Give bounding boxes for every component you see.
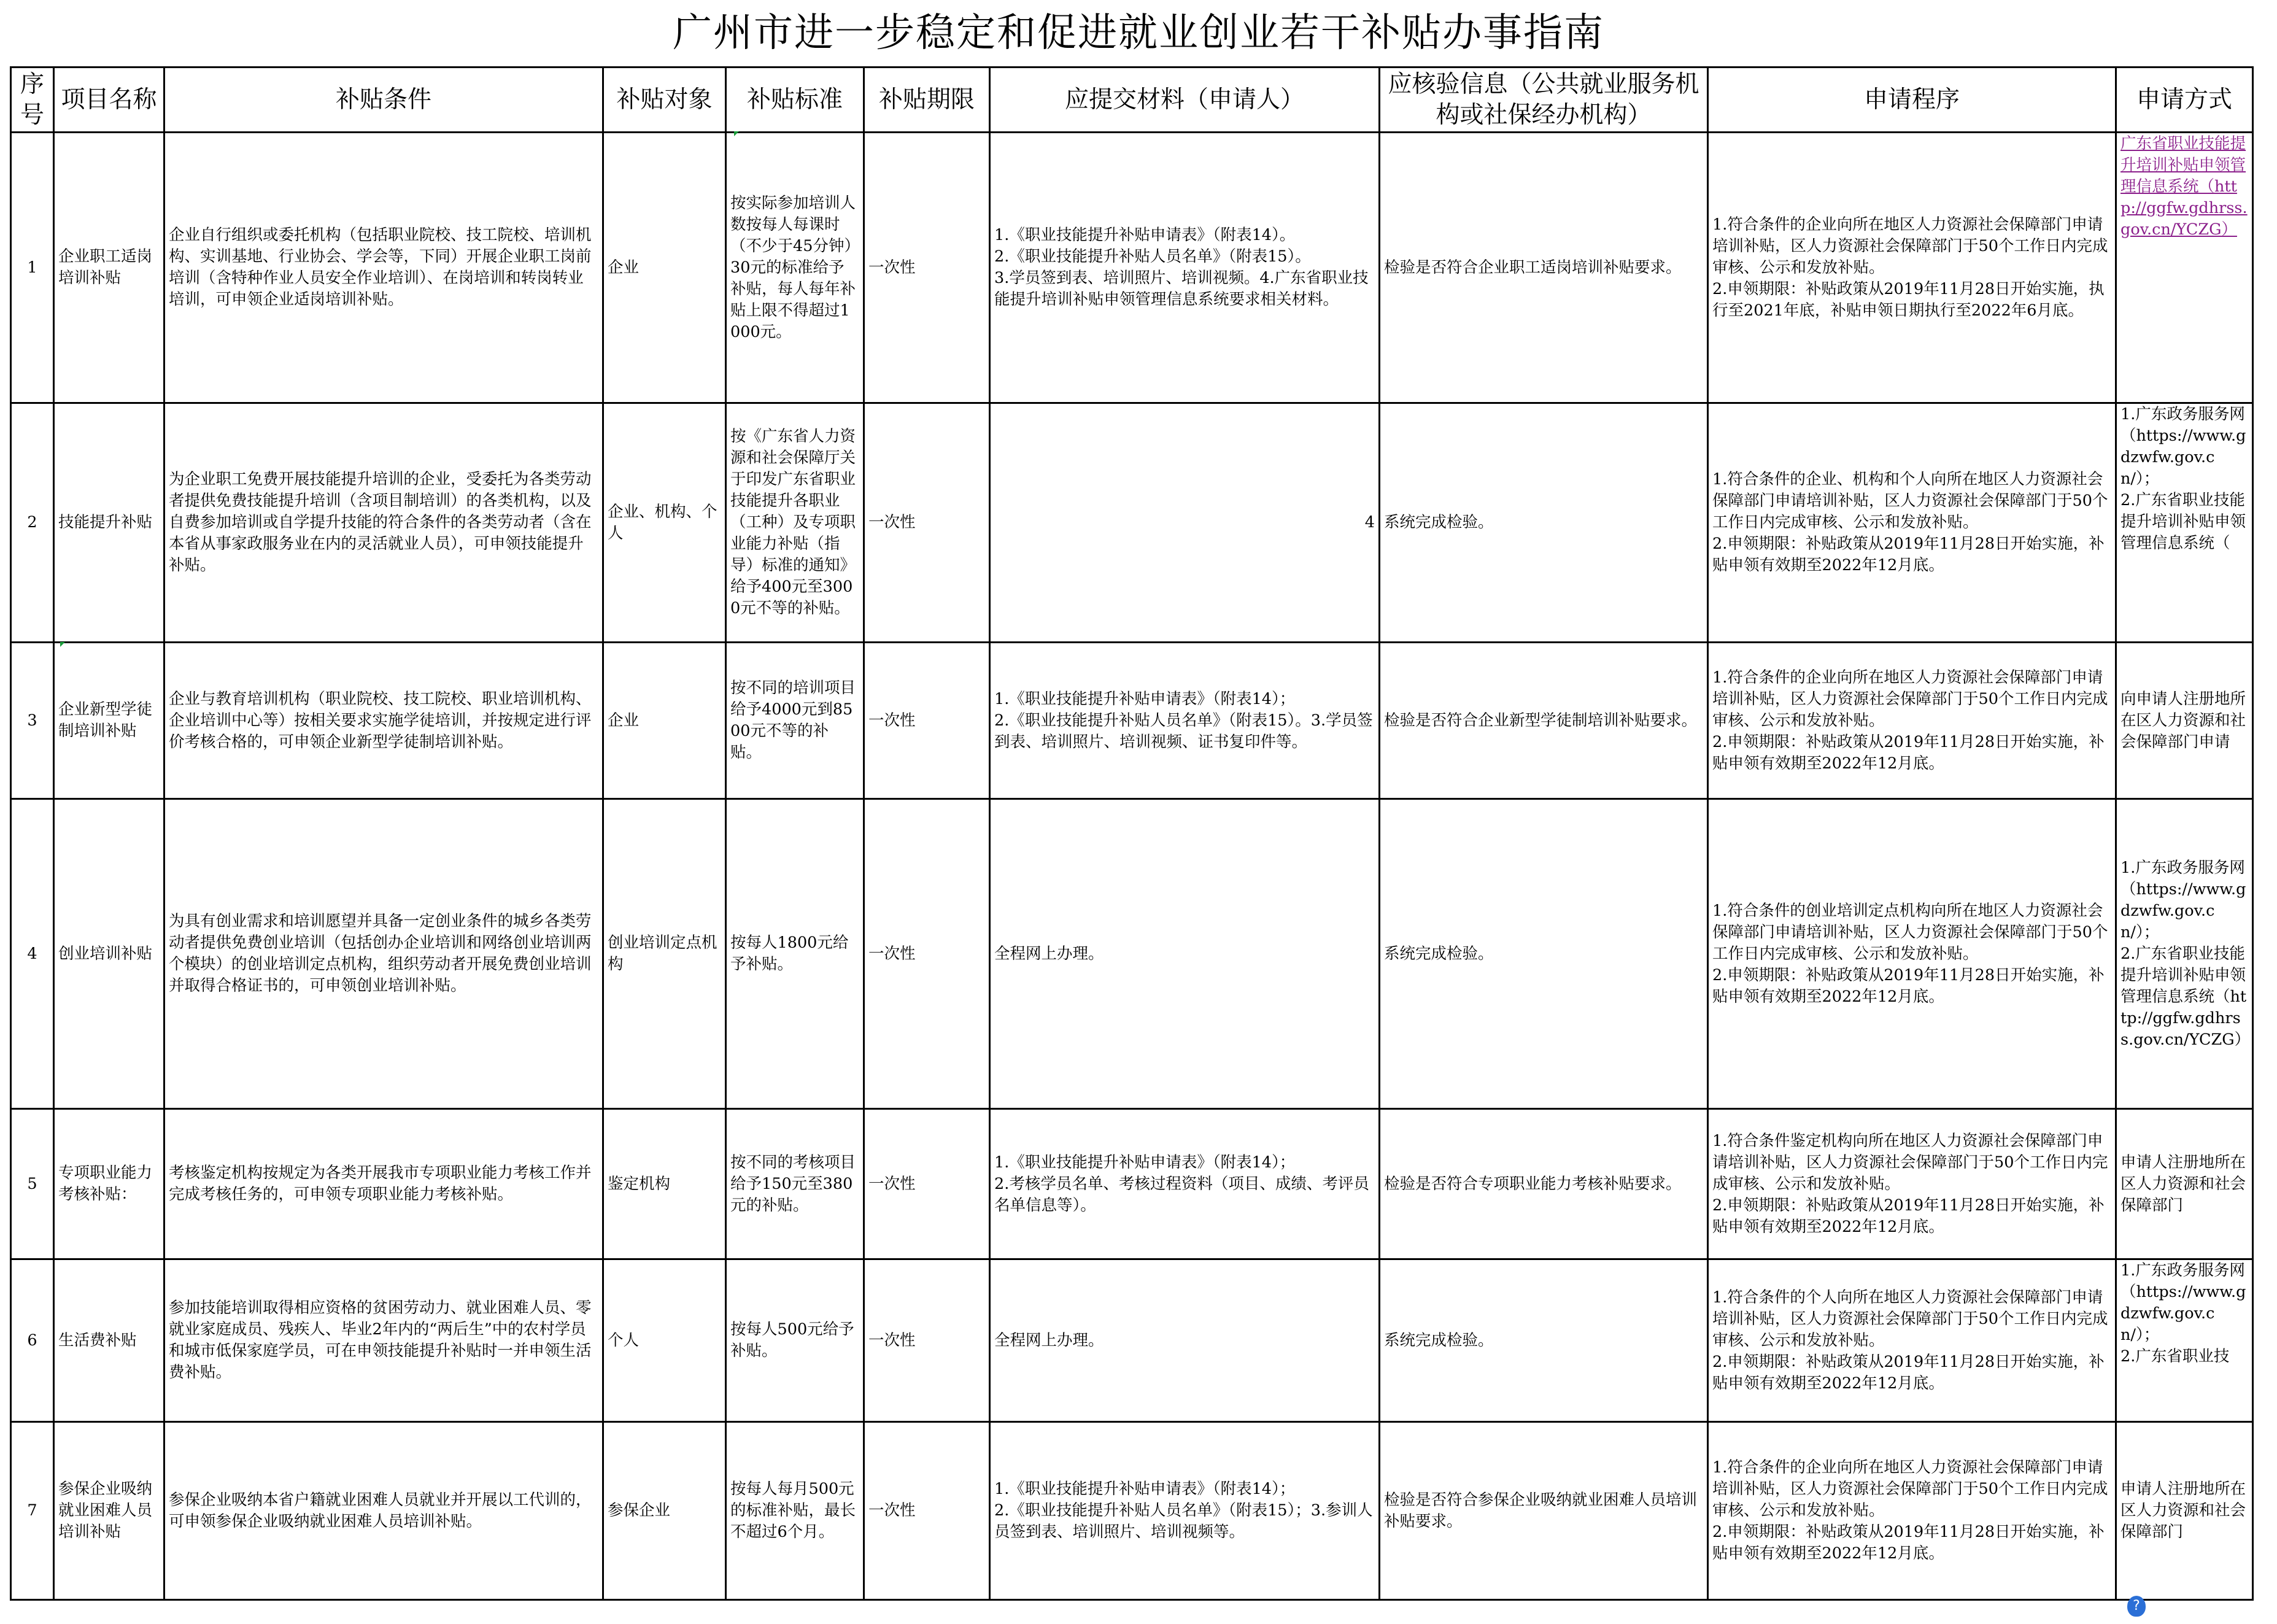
row-no: 5 — [11, 1109, 54, 1259]
row-period: 一次性 — [864, 133, 990, 403]
table-row — [11, 643, 2253, 799]
row-verify: 系统完成检验。 — [1380, 1259, 1708, 1422]
row-method: 1.广东政务服务网（https://www.gdzwfw.gov.cn/）； 2.广东省职业技能提升培训补贴申领管理信息系统（ — [2116, 403, 2253, 643]
cell-comment-marker — [60, 642, 65, 647]
row-materials: 1.《职业技能提升补贴申请表》（附表14）； 2.《职业技能提升补贴人员名单》（附表15）；3.参训人员签到表、培训照片、培训视频等。 — [990, 1422, 1380, 1600]
row-verify: 检验是否符合参保企业吸纳就业困难人员培训补贴要求。 — [1380, 1422, 1708, 1600]
header-condition: 补贴条件 — [164, 68, 603, 133]
row-verify: 检验是否符合专项职业能力考核补贴要求。 — [1380, 1109, 1708, 1259]
row-procedure: 1.符合条件的创业培训定点机构向所在地区人力资源社会保障部门申请培训补贴，区人力资源社会保障部门于50个工作日内完成审核、公示和发放补贴。 2.申领期限：补贴政策从2019年11月28日开始实施，补贴申领有效期至2022年12月底。 — [1708, 799, 2116, 1109]
table-row — [11, 1422, 2253, 1600]
row-materials — [990, 403, 1380, 643]
row-verify: 检验是否符合企业职工适岗培训补贴要求。 — [1380, 133, 1708, 403]
row-name: 生活费补贴 — [54, 1259, 164, 1422]
row-period: 一次性 — [864, 403, 990, 643]
header-method: 申请方式 — [2116, 68, 2253, 133]
row-verify: 检验是否符合企业新型学徒制培训补贴要求。 — [1380, 643, 1708, 799]
row-standard: 按实际参加培训人数按每人每课时（不少于45分钟）30元的标准给予补贴，每人每年补贴上限不得超过1000元。 — [726, 133, 864, 403]
row-condition: 考核鉴定机构按规定为各类开展我市专项职业能力考核工作并完成考核任务的，可申领专项职业能力考核补贴。 — [164, 1109, 603, 1259]
row-procedure: 1.符合条件的企业、机构和个人向所在地区人力资源社会保障部门申请培训补贴，区人力资源社会保障部门于50个工作日内完成审核、公示和发放补贴。 2.申领期限：补贴政策从2019年11月28日开始实施，补贴申领有效期至2022年12月底。 — [1708, 403, 2116, 643]
row-verify: 系统完成检验。 — [1380, 799, 1708, 1109]
row-procedure: 1.符合条件的个人向所在地区人力资源社会保障部门申请培训补贴，区人力资源社会保障部门于50个工作日内完成审核、公示和发放补贴。 2.申领期限：补贴政策从2019年11月28日开始实施，补贴申领有效期至2022年12月底。 — [1708, 1259, 2116, 1422]
row-method: 申请人注册地所在区人力资源和社会保障部门 — [2116, 1109, 2253, 1259]
cell-comment-marker — [734, 131, 739, 136]
row-target: 创业培训定点机构 — [603, 799, 726, 1109]
table-row — [11, 799, 2253, 1109]
row-no: 2 — [11, 403, 54, 643]
row-target: 企业 — [603, 643, 726, 799]
row-no: 1 — [11, 133, 54, 403]
header-standard: 补贴标准 — [726, 68, 864, 133]
row-method: 申请人注册地所在区人力资源和社会保障部门 — [2116, 1422, 2253, 1600]
row-procedure: 1.符合条件的企业向所在地区人力资源社会保障部门申请培训补贴，区人力资源社会保障部门于50个工作日内完成审核、公示和发放补贴。 2.申领期限：补贴政策从2019年11月28日开始实施，补贴申领有效期至2022年12月底。 — [1708, 643, 2116, 799]
row-condition: 企业与教育培训机构（职业院校、技工院校、职业培训机构、企业培训中心等）按相关要求实施学徒培训，并按规定进行评价考核合格的，可申领企业新型学徒制培训补贴。 — [164, 643, 603, 799]
row-period: 一次性 — [864, 643, 990, 799]
table-row — [11, 403, 2253, 643]
row-period: 一次性 — [864, 1259, 990, 1422]
row-materials: 全程网上办理。 — [990, 799, 1380, 1109]
row-name: 参保企业吸纳就业困难人员培训补贴 — [54, 1422, 164, 1600]
row-materials: 1.《职业技能提升补贴申请表》（附表14）。 2.《职业技能提升补贴人员名单》（附表15）。 3.学员签到表、培训照片、培训视频。4.广东省职业技能提升培训补贴申领管理信息系统要求相关材料。 — [990, 133, 1380, 403]
table-row — [11, 1259, 2253, 1422]
row-standard: 按每人500元给予补贴。 — [726, 1259, 864, 1422]
row-condition: 为企业职工免费开展技能提升培训的企业，受委托为各类劳动者提供免费技能提升培训（含项目制培训）的各类机构，以及自费参加培训或自学提升技能的符合条件的各类劳动者（含在本省从事家政服务业在内的灵活就业人员），可申领技能提升补贴。 — [164, 403, 603, 643]
row-no: 4 — [11, 799, 54, 1109]
row-standard: 按每人每月500元的标准补贴，最长不超过6个月。 — [726, 1422, 864, 1600]
row-condition: 为具有创业需求和培训愿望并具备一定创业条件的城乡各类劳动者提供免费创业培训（包括创办企业培训和网络创业培训两个模块）的创业培训定点机构，组织劳动者开展免费创业培训并取得合格证书的，可申领创业培训补贴。 — [164, 799, 603, 1109]
row-period: 一次性 — [864, 1109, 990, 1259]
row-period: 一次性 — [864, 1422, 990, 1600]
header-materials: 应提交材料（申请人） — [990, 68, 1380, 133]
row-method: 1.广东政务服务网（https://www.gdzwfw.gov.cn/）； 2.广东省职业技能提升培训补贴申领管理信息系统（http://ggfw.gdhrss.gov.cn/YCZG） — [2116, 799, 2253, 1109]
header-verify: 应核验信息（公共就业服务机构或社保经办机构） — [1380, 68, 1708, 133]
row-no: 3 — [11, 643, 54, 799]
subsidy-guide-table — [10, 66, 2254, 1601]
row-name: 技能提升补贴 — [54, 403, 164, 643]
row-condition: 参保企业吸纳本省户籍就业困难人员就业并开展以工代训的，可申领参保企业吸纳就业困难人员培训补贴。 — [164, 1422, 603, 1600]
row-no: 7 — [11, 1422, 54, 1600]
row-name: 专项职业能力考核补贴： — [54, 1109, 164, 1259]
row-condition: 企业自行组织或委托机构（包括职业院校、技工院校、培训机构、实训基地、行业协会、学会等，下同）开展企业职工岗前培训（含特种作业人员安全作业培训）、在岗培训和转岗转业培训，可申领企业适岗培训补贴。 — [164, 133, 603, 403]
row-name: 创业培训补贴 — [54, 799, 164, 1109]
row-condition: 参加技能培训取得相应资格的贫困劳动力、就业困难人员、零就业家庭成员、残疾人、毕业2年内的“两后生”中的农村学员和城市低保家庭学员，可在申领技能提升补贴时一并申领生活费补贴。 — [164, 1259, 603, 1422]
row-procedure: 1.符合条件鉴定机构向所在地区人力资源社会保障部门申请培训补贴，区人力资源社会保障部门于50个工作日内完成审核、公示和发放补贴。 2.申领期限：补贴政策从2019年11月28日开始实施，补贴申领有效期至2022年12月底。 — [1708, 1109, 2116, 1259]
header-no: 序号 — [11, 68, 54, 133]
header-row — [11, 68, 2253, 133]
header-period: 补贴期限 — [864, 68, 990, 133]
table-row — [11, 1109, 2253, 1259]
header-procedure: 申请程序 — [1708, 68, 2116, 133]
row-standard: 按不同的培训项目给予4000元到8500元不等的补贴。 — [726, 643, 864, 799]
help-icon[interactable]: ? — [2127, 1596, 2146, 1617]
header-target: 补贴对象 — [603, 68, 726, 133]
row-materials: 全程网上办理。 — [990, 1259, 1380, 1422]
row-standard: 按《广东省人力资源和社会保障厅关于印发广东省职业技能提升各职业（工种）及专项职业能力补贴（指导）标准的通知》给予400元至3000元不等的补贴。 — [726, 403, 864, 643]
row-no: 6 — [11, 1259, 54, 1422]
row-name: 企业新型学徒制培训补贴 — [54, 643, 164, 799]
row-target: 参保企业 — [603, 1422, 726, 1600]
row-procedure: 1.符合条件的企业向所在地区人力资源社会保障部门申请培训补贴，区人力资源社会保障部门于50个工作日内完成审核、公示和发放补贴。 2.申领期限：补贴政策从2019年11月28日开始实施，补贴申领有效期至2022年12月底。 — [1708, 1422, 2116, 1600]
row-standard: 按每人1800元给予补贴。 — [726, 799, 864, 1109]
row-verify: 系统完成检验。 — [1380, 403, 1708, 643]
row-period: 一次性 — [864, 799, 990, 1109]
table-row — [11, 133, 2253, 403]
row-method-link[interactable]: 广东省职业技能提升培训补贴申领管理信息系统（http://ggfw.gdhrss.gov.cn/YCZG） — [2116, 133, 2253, 403]
row-materials: 1.《职业技能提升补贴申请表》（附表14）； 2.《职业技能提升补贴人员名单》（附表15）。3.学员签到表、培训照片、培训视频、证书复印件等。 — [990, 643, 1380, 799]
page-title: 广州市进一步稳定和促进就业创业若干补贴办事指南 — [673, 10, 1604, 56]
header-name: 项目名称 — [54, 68, 164, 133]
row-standard: 按不同的考核项目给予150元至380元的补贴。 — [726, 1109, 864, 1259]
row-name: 企业职工适岗培训补贴 — [54, 133, 164, 403]
row-materials: 1.《职业技能提升补贴申请表》（附表14）； 2.考核学员名单、考核过程资料（项目、成绩、考评员名单信息等）。 — [990, 1109, 1380, 1259]
row-target: 鉴定机构 — [603, 1109, 726, 1259]
row-method: 向申请人注册地所在区人力资源和社会保障部门申请 — [2116, 643, 2253, 799]
row-target: 企业 — [603, 133, 726, 403]
row-method: 1.广东政务服务网（https://www.gdzwfw.gov.cn/）； 2.广东省职业技 — [2116, 1259, 2253, 1422]
row-target: 个人 — [603, 1259, 726, 1422]
row-target: 企业、机构、个人 — [603, 403, 726, 643]
stray-number: 4 — [1364, 513, 1375, 532]
row-procedure: 1.符合条件的企业向所在地区人力资源社会保障部门申请培训补贴，区人力资源社会保障部门于50个工作日内完成审核、公示和发放补贴。 2.申领期限：补贴政策从2019年11月28日开始实施，执行至2021年底，补贴申领日期执行至2022年6月底。 — [1708, 133, 2116, 403]
